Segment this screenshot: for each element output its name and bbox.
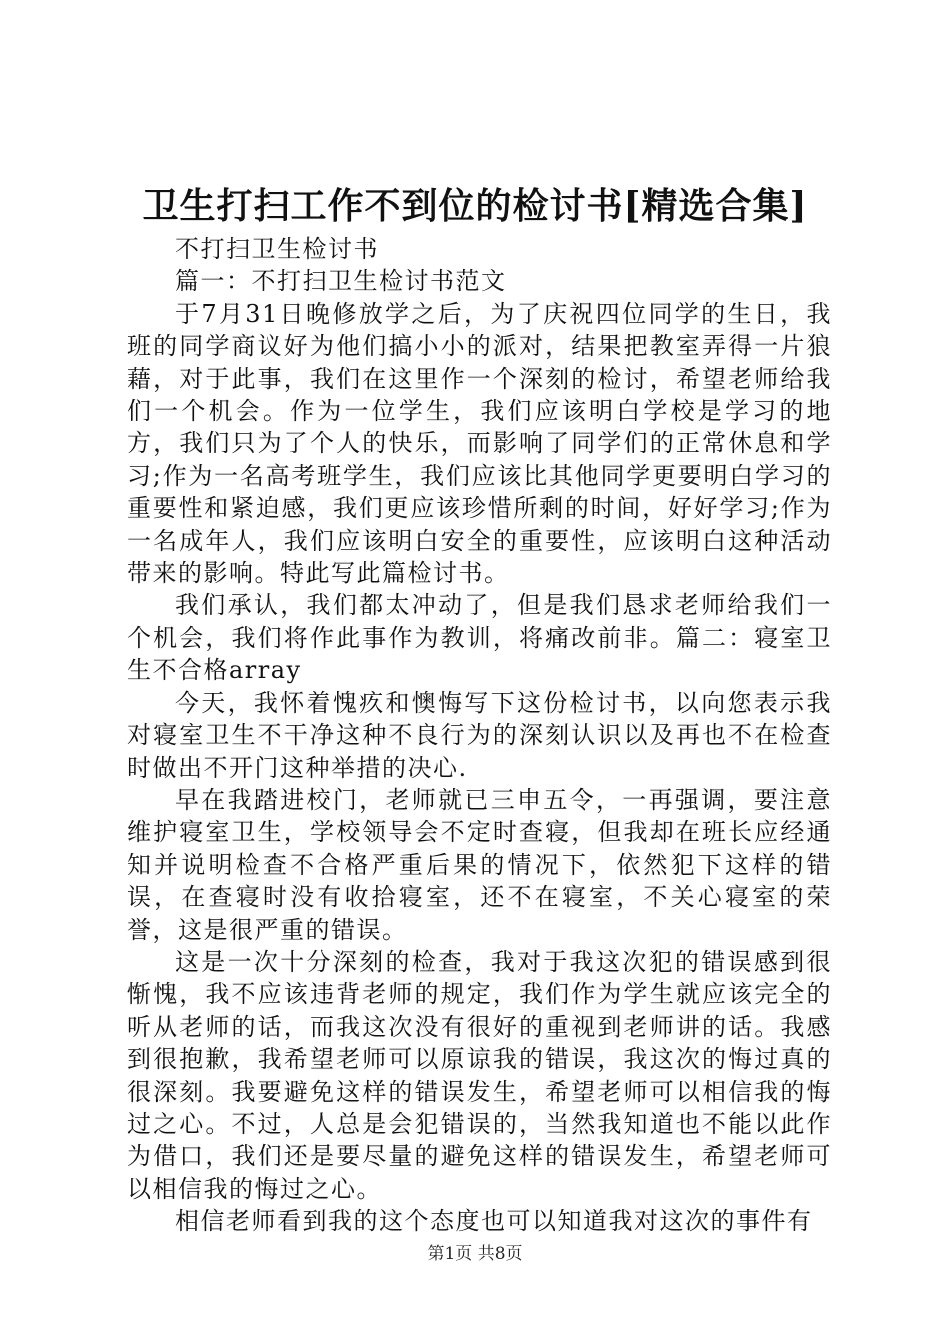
document-body — [127, 233, 832, 1238]
page-footer: 第1页 共8页 — [427, 1244, 523, 1264]
paragraph: 我们承认，我们都太冲动了，但是我们恳求老师给我们一个机会，我们将作此事作为教训，将痛改前非。篇二：寝室卫生不合格array — [127, 591, 832, 685]
paragraph: 这是一次十分深刻的检查，我对于我这次犯的错误感到很惭愧，我不应该违背老师的规定，我们作为学生就应该完全的听从老师的话，而我这次没有很好的重视到老师讲的话。我感到很抱歉，我希望老师可以原谅我的错误，我这次的悔过真的很深刻。我要避免这样的错误发生，希望老师可以相信我的悔过之心。不过，人总是会犯错误的，当然我知道也不能以此作为借口，我们还是要尽量的避免这样的错误发生，希望老师可以相信我的悔过之心。 — [127, 947, 832, 1203]
document-title: 卫生打扫工作不到位的检讨书[精选合集] — [142, 185, 808, 227]
paragraph-heading: 不打扫卫生检讨书 — [175, 235, 379, 263]
paragraph: 相信老师看到我的这个态度也可以知道我对这次的事件有 — [175, 1207, 813, 1236]
paragraph: 于7月31日晚修放学之后，为了庆祝四位同学的生日，我班的同学商议好为他们搞小小的派对，结果把教室弄得一片狼藉，对于此事，我们在这里作一个深刻的检讨，希望老师给我们一个机会。作为一位学生，我们应该明白学校是学习的地方，我们只为了个人的快乐，而影响了同学们的正常休息和学习;作为一名高考班学生，我们应该比其他同学更要明白学习的重要性和紧迫感，我们更应该珍惜所剩的时间，好好学习;作为一名成年人，我们应该明白安全的重要性，应该明白这种活动带来的影响。特此写此篇检讨书。 — [127, 299, 832, 588]
paragraph: 今天，我怀着愧疚和懊悔写下这份检讨书，以向您表示我对寝室卫生不干净这种不良行为的深刻认识以及再也不在检查时做出不开门这种举措的决心. — [127, 688, 832, 782]
paragraph-subheading: 篇一：不打扫卫生检讨书范文 — [175, 267, 507, 296]
paragraph: 早在我踏进校门，老师就已三申五令，一再强调，要注意维护寝室卫生，学校领导会不定时查寝，但我却在班长应经通知并说明检查不合格严重后果的情况下，依然犯下这样的错误，在查寝时没有收拾寝室，还不在寝室，不关心寝室的荣誉，这是很严重的错误。 — [127, 785, 832, 944]
